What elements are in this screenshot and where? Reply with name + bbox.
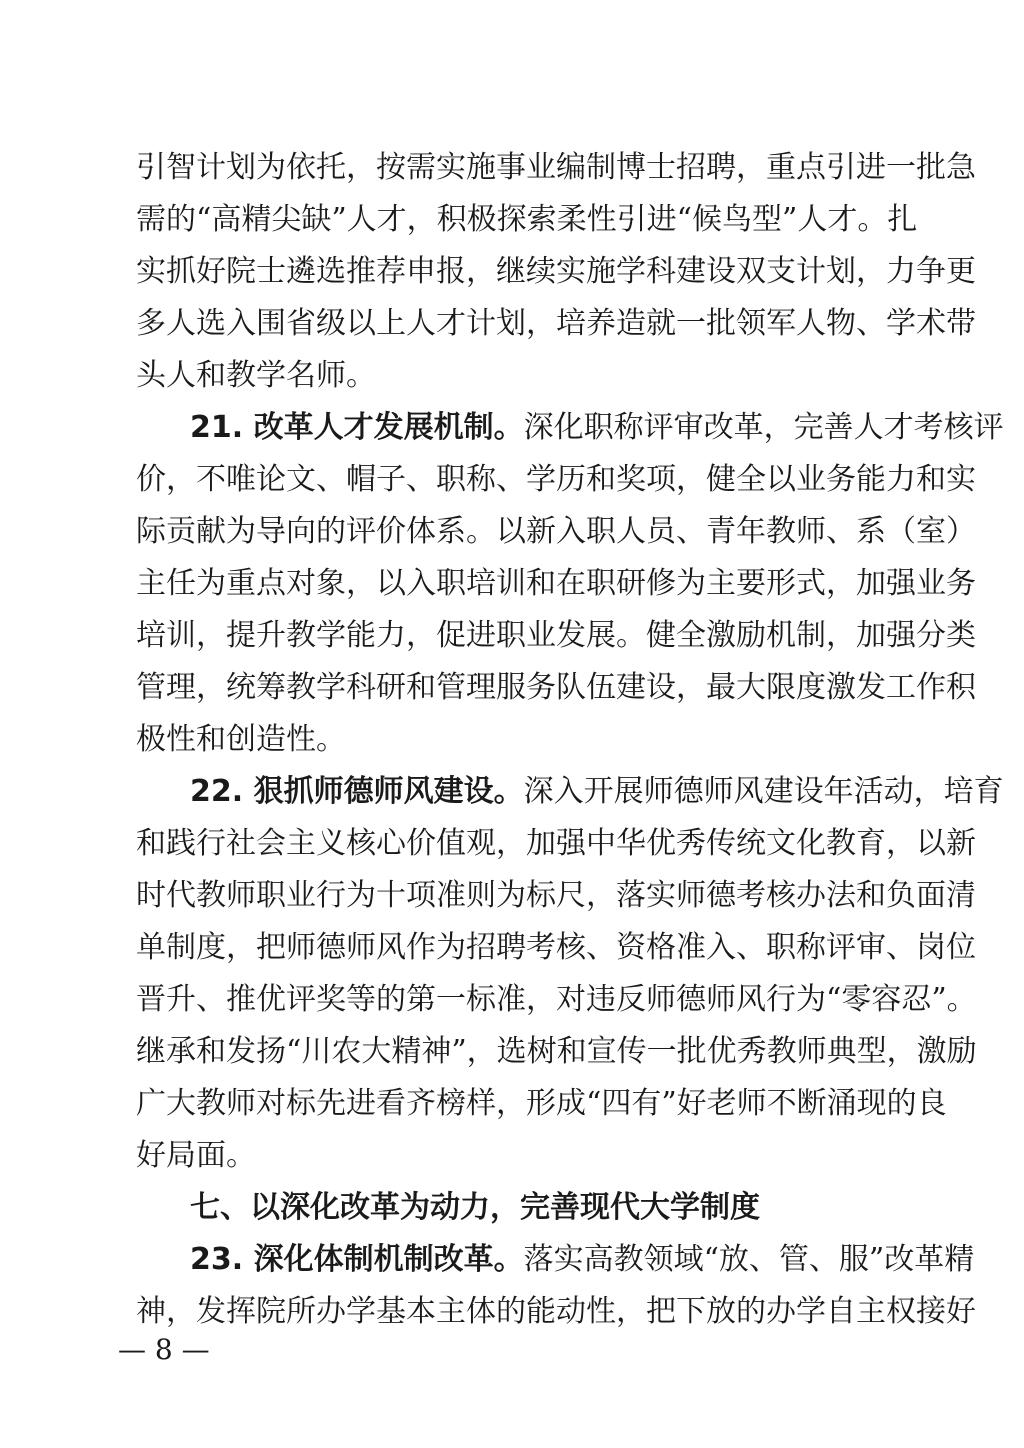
text-line: 单制度，把师德师风作为招聘考核、资格准入、职称评审、岗位 <box>136 930 976 965</box>
text-line: 好局面。 <box>136 1138 256 1173</box>
paragraph-22-title: 22. 狠抓师德师风建设。 <box>190 774 524 809</box>
text-line: 广大教师对标先进看齐榜样，形成“四有”好老师不断涌现的良 <box>136 1086 947 1121</box>
paragraph-23-text: 落实高教领域“放、管、服”改革精 <box>523 1242 975 1277</box>
paragraph-21-text: 深化职称评审改革，完善人才考核评 <box>523 410 1004 445</box>
text-line: 多人选入围省级以上人才计划，培养造就一批领军人物、学术带 <box>136 306 976 341</box>
text-line: 培训，提升教学能力，促进职业发展。健全激励机制，加强分类 <box>136 618 976 653</box>
paragraph-22-text: 深入开展师德师风建设年活动，培育 <box>523 774 1004 809</box>
page-number: — 8 — <box>118 1333 210 1366</box>
text-line: 极性和创造性。 <box>136 722 346 757</box>
text-line: 引智计划为依托，按需实施事业编制博士招聘，重点引进一批急 <box>136 150 976 185</box>
text-line: 价，不唯论文、帽子、职称、学历和奖项，健全以业务能力和实 <box>136 462 976 497</box>
text-line: 主任为重点对象，以入职培训和在职研修为主要形式，加强业务 <box>136 566 976 601</box>
paragraph-23-first-line <box>190 1240 975 1280</box>
text-line: 神，发挥院所办学基本主体的能动性，把下放的办学自主权接好 <box>136 1294 976 1329</box>
paragraph-22-first-line <box>190 772 1004 812</box>
paragraph-23-title: 23. 深化体制机制改革。 <box>190 1242 524 1277</box>
text-line: 头人和教学名师。 <box>136 358 376 393</box>
paragraph-21-title: 21. 改革人才发展机制。 <box>190 410 524 445</box>
text-line: 际贡献为导向的评价体系。以新入职人员、青年教师、系（室） <box>136 514 976 549</box>
text-line: 管理，统筹教学科研和管理服务队伍建设，最大限度激发工作积 <box>136 670 976 705</box>
text-line: 实抓好院士遴选推荐申报，继续实施学科建设双支计划，力争更 <box>136 254 976 289</box>
text-line: 时代教师职业行为十项准则为标尺，落实师德考核办法和负面清 <box>136 878 976 913</box>
paragraph-21-first-line <box>190 408 1004 448</box>
text-line: 需的“高精尖缺”人才，积极探索柔性引进“候鸟型”人才。扎 <box>136 202 918 237</box>
text-line: 和践行社会主义核心价值观，加强中华优秀传统文化教育，以新 <box>136 826 976 861</box>
text-line: 继承和发扬“川农大精神”，选树和宣传一批优秀教师典型，激励 <box>136 1034 977 1069</box>
text-line: 晋升、推优评奖等的第一标准，对违反师德师风行为“零容忍”。 <box>136 982 977 1017</box>
section-heading: 七、以深化改革为动力，完善现代大学制度 <box>190 1190 760 1225</box>
